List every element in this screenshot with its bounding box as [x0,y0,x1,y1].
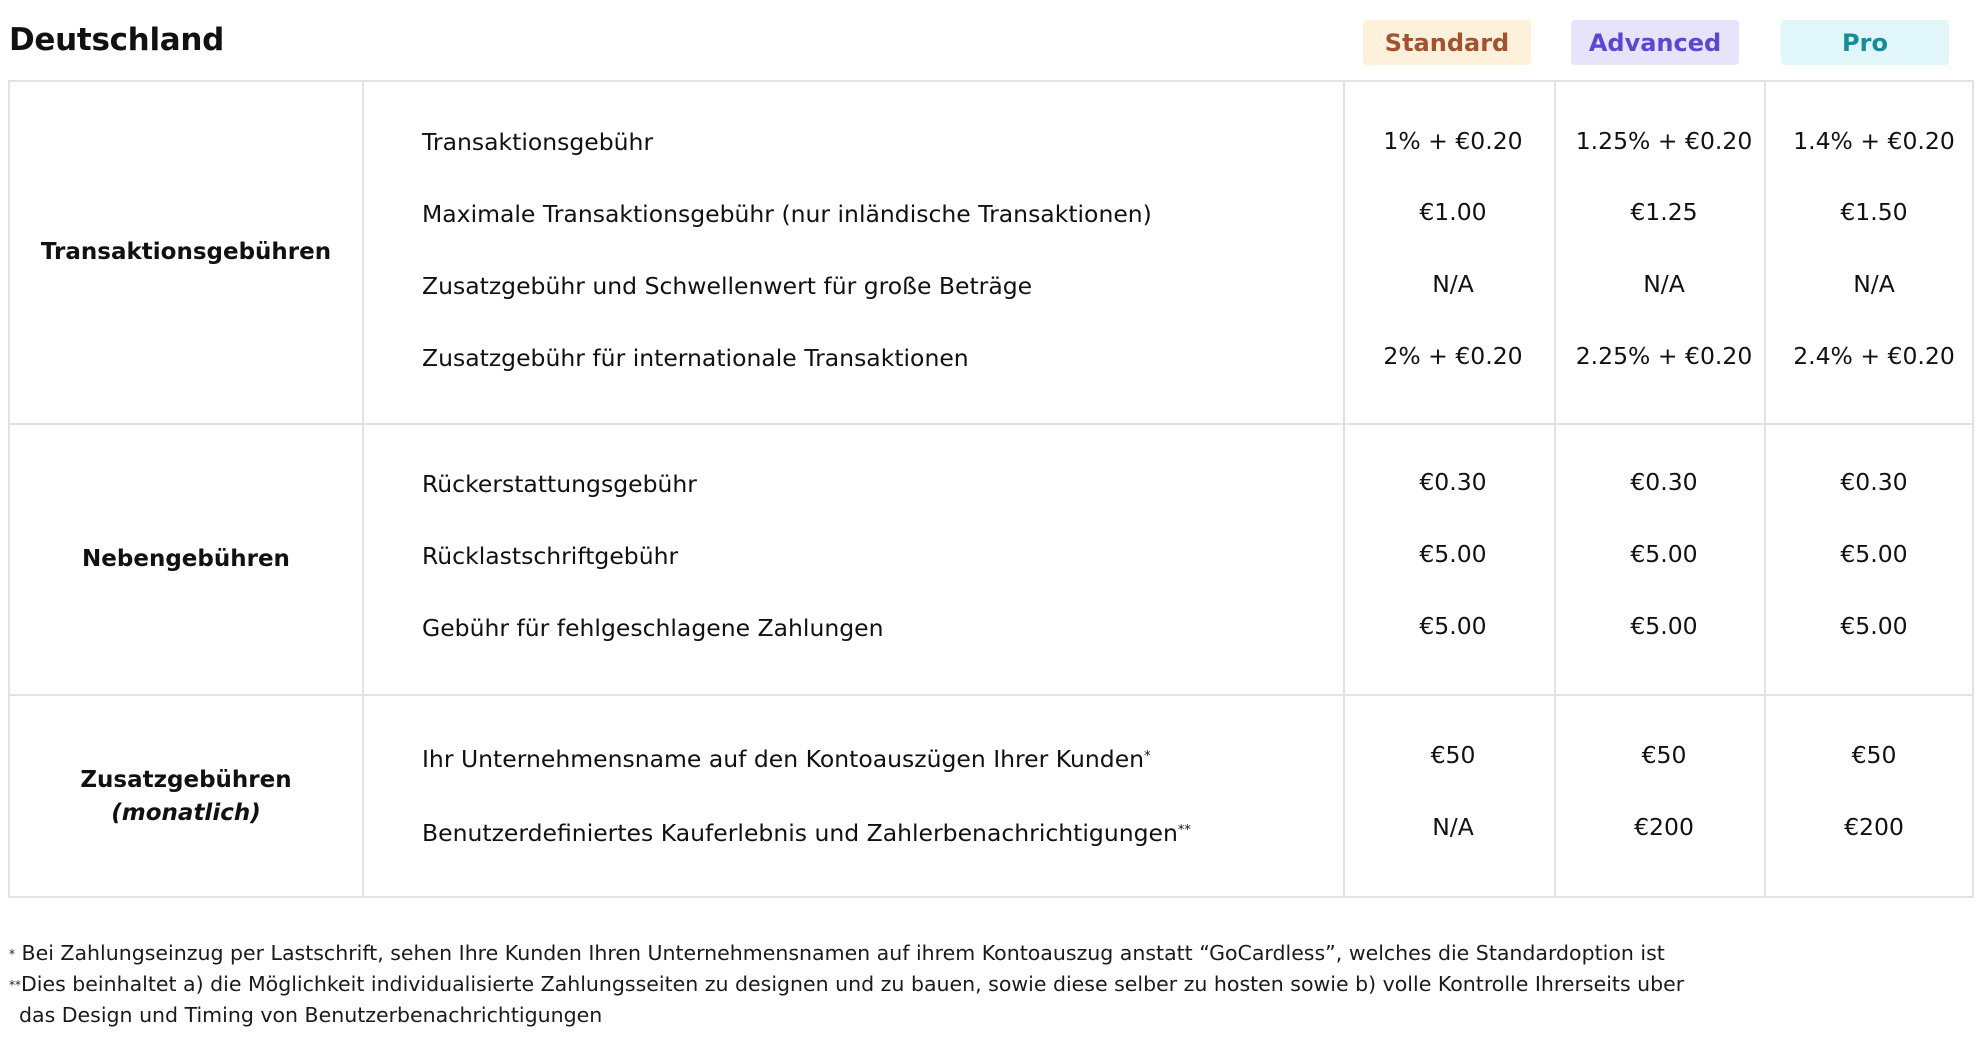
section-title: Nebengebühren [82,546,290,572]
cell-pro: 2.4% + €0.20 [1793,342,1955,370]
section-title-transaction-fees [10,82,362,423]
row-label-max-fee: Maximale Transaktionsgebühr (nur inländische Transaktionen) [422,200,1152,228]
section-subtitle: (monatlich) [111,800,261,826]
cell-advanced: 1.25% + €0.20 [1575,127,1753,155]
cell-pro: €1.50 [1840,198,1908,226]
footnote-marker: * [1144,749,1151,764]
cell-advanced: €5.00 [1630,540,1698,568]
column-divider [362,82,364,896]
footnote-1: * Bei Zahlungseinzug per Lastschrift, sehen Ihre Kunden Ihren Unternehmensnamen auf ihrem Kontoauszug anstatt “GoCardless”, welches die Standardoption ist [9,941,1665,965]
fee-table [8,80,1974,898]
row-label-company-name-on-statement: Ihr Unternehmensname auf den Kontoauszügen Ihrer Kunden* [422,745,1151,773]
cell-pro: 1.4% + €0.20 [1793,127,1955,155]
cell-advanced: €0.30 [1630,468,1698,496]
footnote-marker: ** [1177,823,1191,838]
cell-advanced: 2.25% + €0.20 [1575,342,1753,370]
plan-badge-pro: Pro [1781,20,1949,65]
row-label-large-amount-surcharge: Zusatzgebühr und Schwellenwert für große Beträge [422,272,1033,300]
plan-badge-standard: Standard [1363,20,1531,65]
cell-advanced: €200 [1634,813,1694,841]
section-title: Zusatzgebühren [80,767,292,793]
cell-advanced: N/A [1643,270,1685,298]
cell-standard: €0.30 [1419,468,1487,496]
column-divider [1343,82,1345,896]
row-label-transaction-fee: Transaktionsgebühr [422,128,654,156]
cell-standard: €1.00 [1419,198,1487,226]
cell-standard: €50 [1430,741,1476,769]
row-label-chargeback-fee: Rücklastschriftgebühr [422,542,679,570]
cell-pro: €50 [1851,741,1897,769]
cell-standard: 1% + €0.20 [1383,127,1523,155]
cell-pro: €5.00 [1840,612,1908,640]
cell-standard: €5.00 [1419,612,1487,640]
cell-advanced: €50 [1641,741,1687,769]
cell-standard: €5.00 [1419,540,1487,568]
cell-pro: N/A [1853,270,1895,298]
cell-standard: N/A [1432,813,1474,841]
footnote-2-continued: das Design und Timing von Benutzerbenachrichtigungen [19,1003,603,1027]
row-label-failed-payment-fee: Gebühr für fehlgeschlagene Zahlungen [422,614,884,642]
country-title: Deutschland [9,22,225,58]
cell-pro: €0.30 [1840,468,1908,496]
footnote-marker: * [9,947,15,961]
row-label-custom-checkout: Benutzerdefiniertes Kauferlebnis und Zahlerbenachrichtigungen** [422,819,1191,847]
section-title: Transaktionsgebühren [40,239,332,265]
cell-standard: 2% + €0.20 [1383,342,1523,370]
cell-advanced: €5.00 [1630,612,1698,640]
cell-advanced: €1.25 [1630,198,1698,226]
section-title-ancillary-fees [10,425,362,694]
plan-badge-advanced: Advanced [1571,20,1739,65]
section-title-additional-fees [10,696,362,898]
row-label-international-surcharge: Zusatzgebühr für internationale Transaktionen [422,344,969,372]
footnote-2: **Dies beinhaltet a) die Möglichkeit individualisierte Zahlungsseiten zu designen und zu bauen, sowie diese selber zu hosten sowie b) volle Kontrolle Ihrerseits uber [9,972,1685,996]
cell-standard: N/A [1432,270,1474,298]
row-label-refund-fee: Rückerstattungsgebühr [422,470,697,498]
cell-pro: €5.00 [1840,540,1908,568]
footnote-marker: ** [9,978,21,992]
footnotes [9,938,1684,1031]
cell-pro: €200 [1844,813,1904,841]
